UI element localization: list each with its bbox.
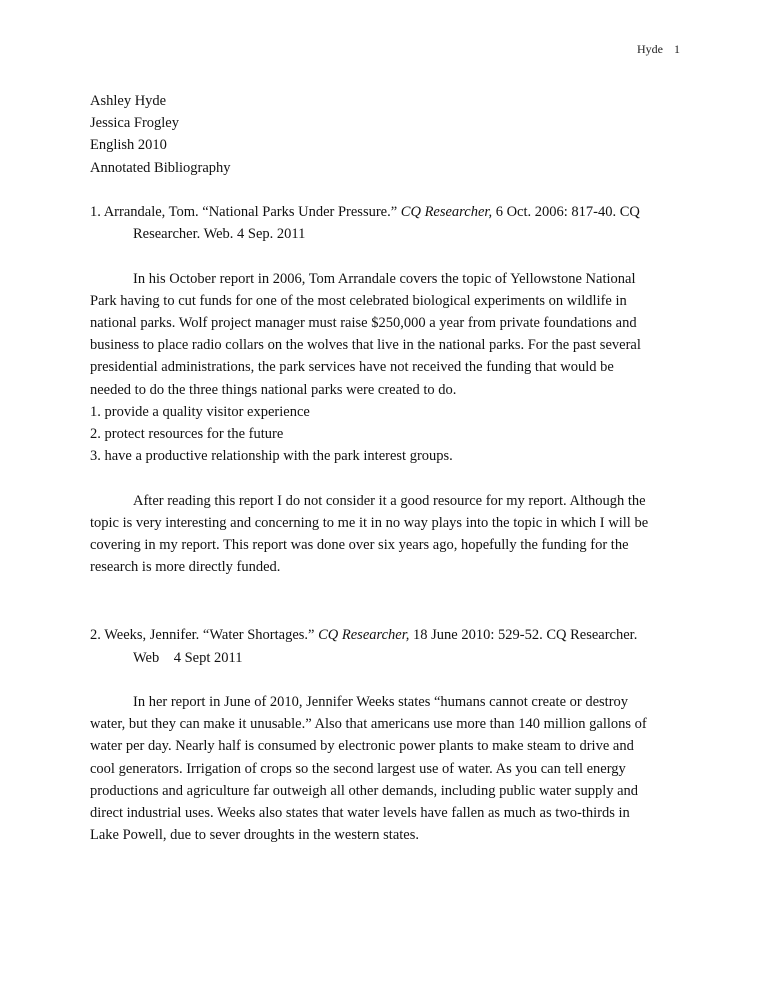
paragraph-line: direct industrial uses. Weeks also states that water levels have fallen as much as two-thirds in	[90, 805, 630, 822]
paragraph-line: water, but they can make it unusable.” Also that americans use more than 140 million gallons of	[90, 716, 647, 733]
citation-1-details: 6 Oct. 2006: 817-40. CQ	[492, 204, 640, 220]
paragraph-line: needed to do the three things national parks were created to do.	[90, 381, 457, 398]
paragraph-line: topic is very interesting and concerning to me it in no way plays into the topic in which I will be	[90, 514, 649, 531]
document-body	[90, 90, 680, 846]
paragraph-line: After reading this report I do not consider it a good resource for my report. Although the	[133, 492, 646, 509]
paragraph-line: covering in my report. This report was done over six years ago, hopefully the funding for the	[90, 537, 629, 554]
citation-1-line-1	[90, 201, 680, 223]
paragraph-line: research is more directly funded.	[90, 559, 281, 576]
citation-1-line-2: Researcher. Web. 4 Sep. 2011	[133, 226, 306, 243]
purpose-list	[90, 401, 680, 468]
citation-2-details: 18 June 2010: 529-52. CQ Researcher.	[409, 627, 638, 644]
author-block	[90, 90, 680, 179]
list-item: 1. provide a quality visitor experience	[90, 403, 310, 420]
paragraph-line: business to place radio collars on the wolves that live in the national parks. For the past several	[90, 337, 641, 354]
summary-paragraph-2	[90, 691, 680, 846]
paragraph-line: national parks. Wolf project manager must raise $250,000 a year from private foundations and	[90, 315, 637, 331]
paragraph-line: productions and agriculture far outweigh all other demands, including public water supply and	[90, 782, 639, 799]
page-number: 1	[674, 42, 680, 56]
paragraph-line: water per day. Nearly half is consumed by electronic power plants to make steam to drive and	[90, 738, 634, 755]
paragraph-line: cool generators. Irrigation of crops so the second largest use of water. As you can tell energy	[90, 760, 626, 777]
citation-1	[90, 201, 680, 245]
citation-2-author-title: 2. Weeks, Jennifer. “Water Shortages.”	[90, 627, 319, 644]
paragraph-line: Park having to cut funds for one of the most celebrated biological experiments on wildlife in	[90, 292, 627, 309]
citation-1-journal: CQ Researcher,	[400, 204, 493, 220]
course-name: English 2010	[90, 137, 167, 154]
assignment-title: Annotated Bibliography	[90, 159, 231, 176]
header-name: Hyde	[637, 42, 663, 56]
running-header	[637, 42, 680, 57]
paragraph-line: In his October report in 2006, Tom Arrandale covers the topic of Yellowstone National	[133, 270, 636, 287]
citation-1-author-title: 1. Arrandale, Tom. “National Parks Under Pressure.”	[90, 204, 401, 220]
summary-paragraph-1	[90, 268, 680, 401]
list-item: 2. protect resources for the future	[90, 426, 284, 443]
citation-2-line-2: Web 4 Sept 2011	[133, 649, 243, 666]
citation-2-line-1	[90, 624, 680, 646]
citation-2	[90, 624, 680, 668]
paragraph-line: In her report in June of 2010, Jennifer Weeks states “humans cannot create or destroy	[133, 694, 629, 711]
paragraph-line: Lake Powell, due to sever droughts in the western states.	[90, 827, 419, 844]
evaluation-paragraph-1	[90, 490, 680, 579]
instructor-name: Jessica Frogley	[90, 115, 179, 132]
paragraph-line: presidential administrations, the park services have not received the funding that would be	[90, 359, 614, 376]
student-name: Ashley Hyde	[90, 93, 167, 109]
citation-2-journal: CQ Researcher,	[318, 627, 410, 644]
list-item: 3. have a productive relationship with the park interest groups.	[90, 448, 453, 465]
